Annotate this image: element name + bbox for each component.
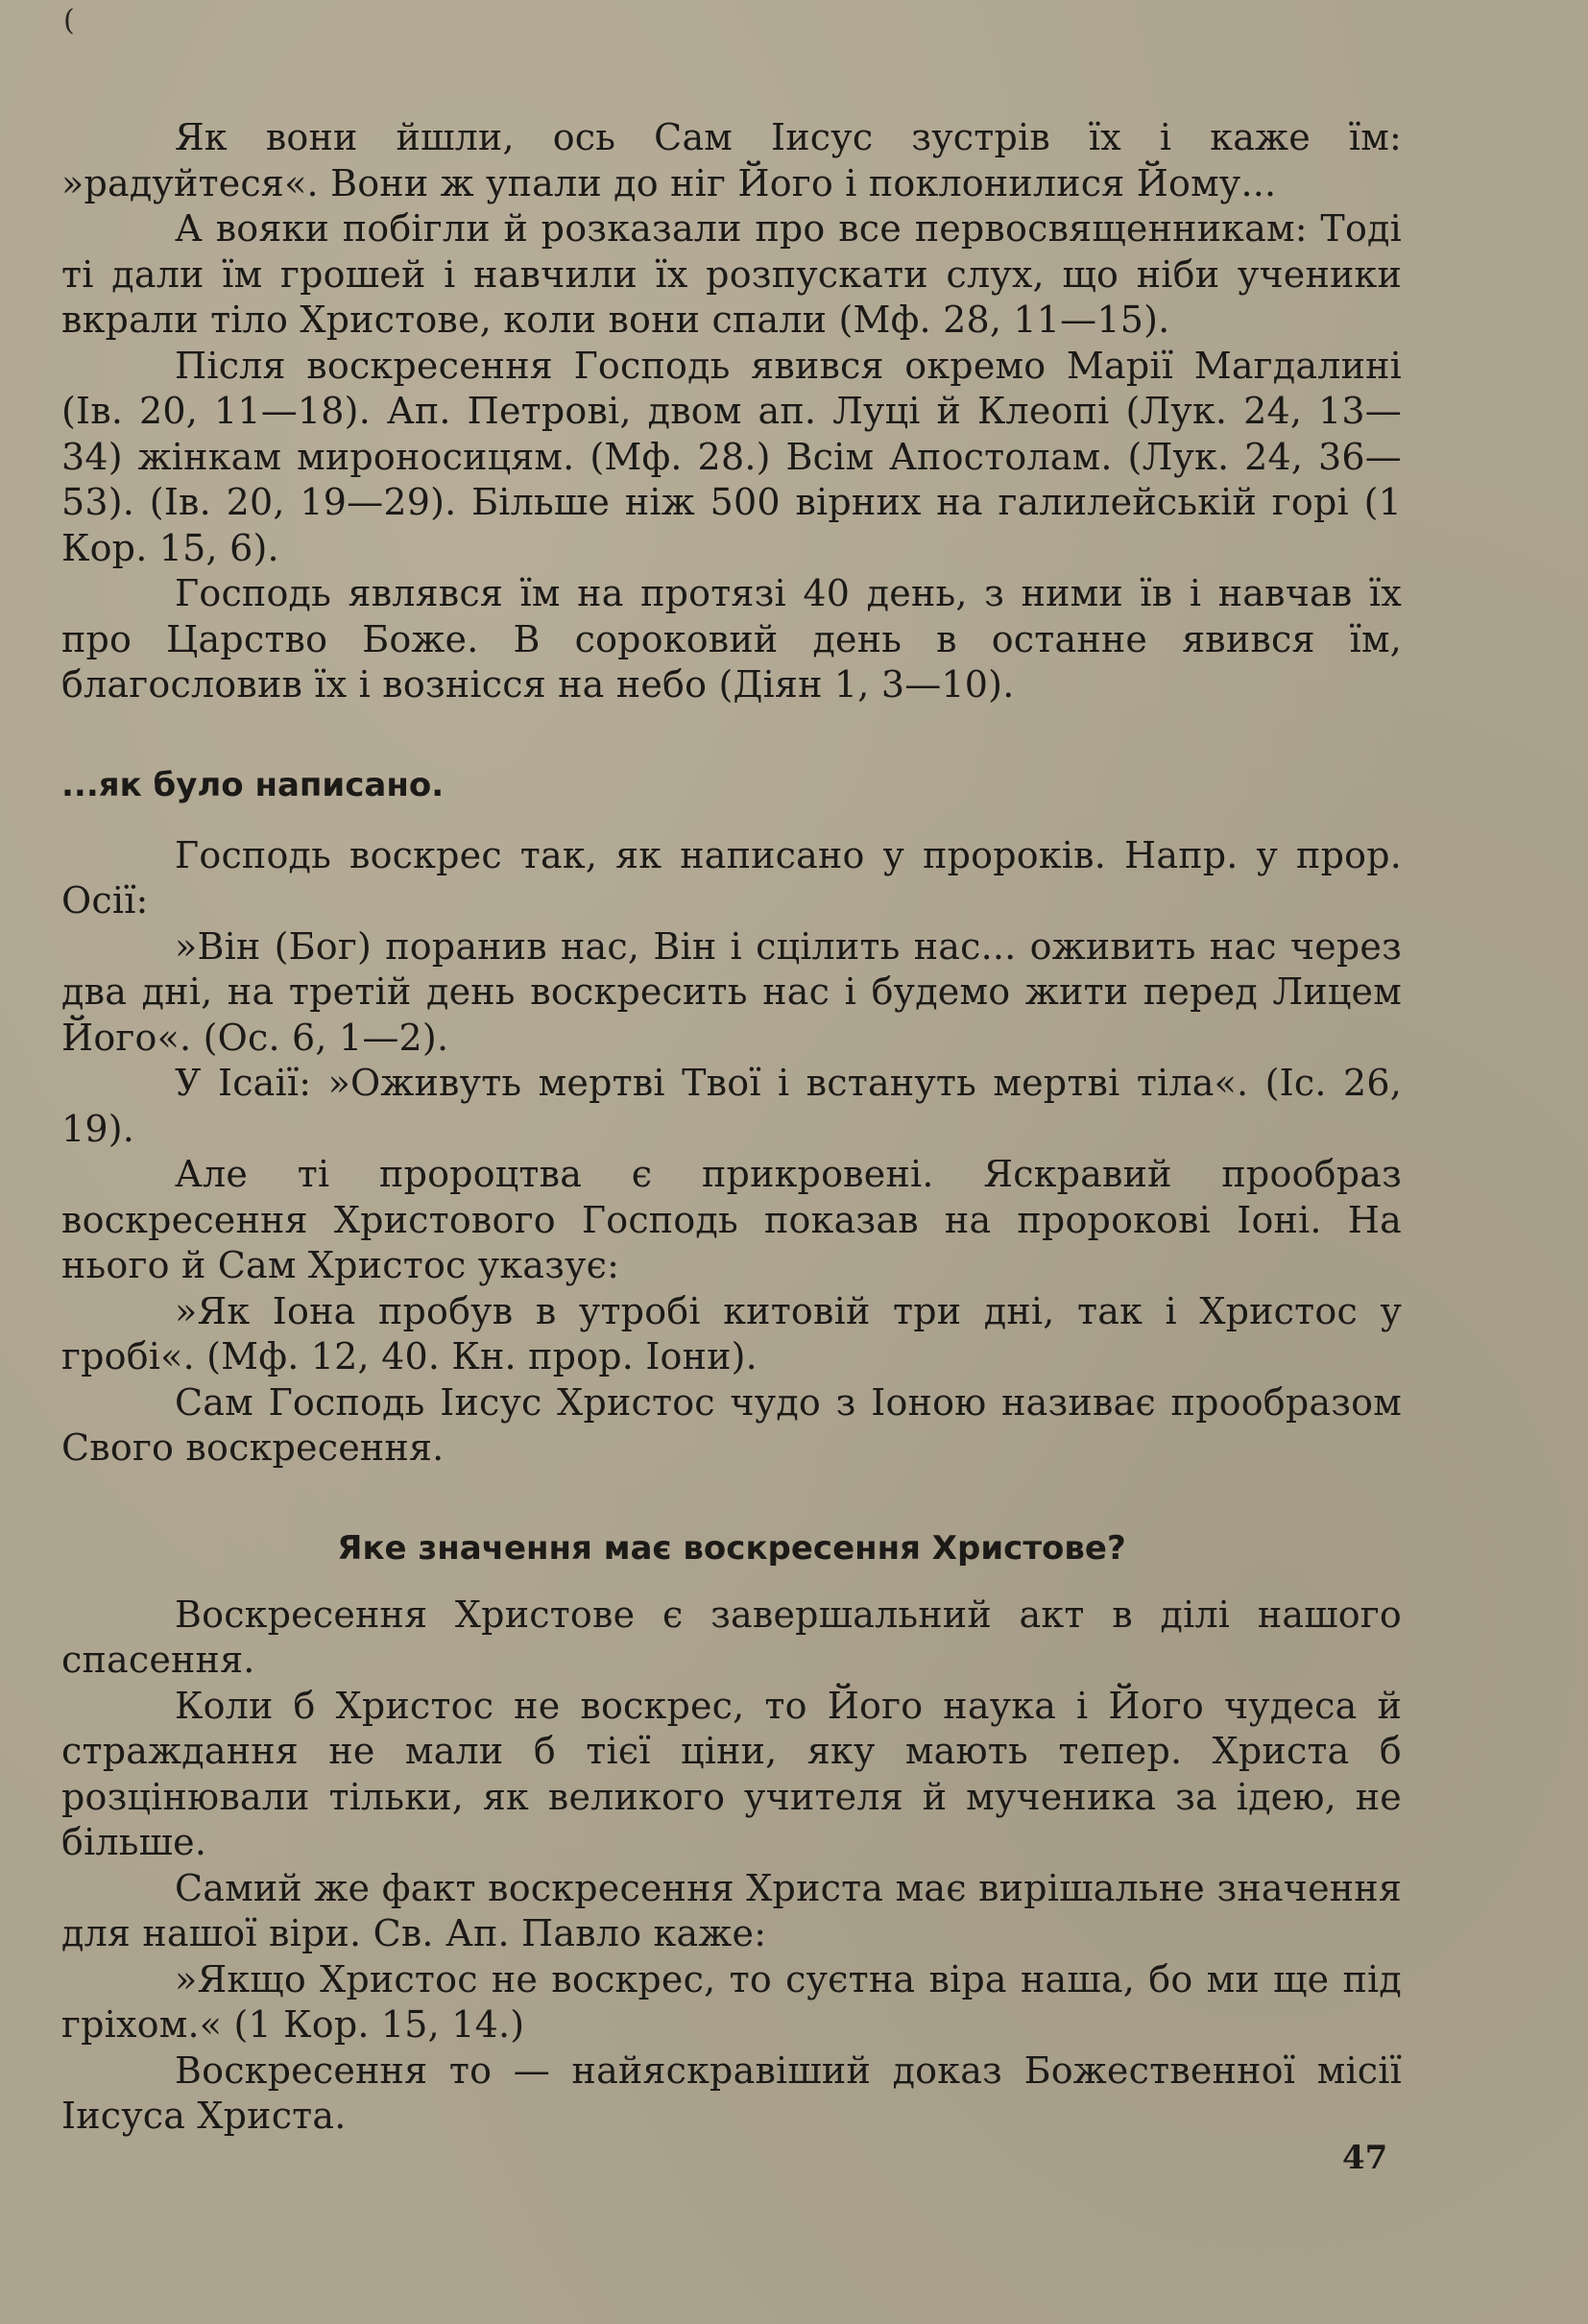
paragraph: Воскресення то — найяскравіший доказ Божественної місії Іисуса Христа. xyxy=(61,2048,1402,2137)
paragraph: Воскресення Христове є завершальний акт в ділі нашого спасення. xyxy=(61,1593,1402,1681)
page-text xyxy=(61,115,1402,2140)
paragraph: Самий же факт воскресення Христа має вирішальне значення для нашої віри. Св. Ап. Павло каже: xyxy=(61,1866,1402,1954)
paragraph: А вояки побігли й розказали про все первосвященникам: Тоді ті дали їм грошей і навчили їх розпускати слух, що ніби ученики вкрали тіло Христове, коли вони спали (Мф. 28, 11—15). xyxy=(61,207,1402,341)
paragraph: Як вони йшли, ось Сам Іисус зустрів їх і каже їм: »радуйтеся«. Вони ж упали до ніг Його і поклонилися Йому... xyxy=(61,116,1402,204)
quote-paragraph: »Він (Бог) поранив нас, Він і сцілить нас... оживить нас через два дні, на третій день воскресить нас і будемо жити перед Лицем Його«. (Ос. 6, 1—2). xyxy=(61,924,1402,1059)
paragraph: Господь воскрес так, як написано у пророків. Напр. у прор. Осії: xyxy=(61,833,1402,922)
paragraph: Після воскресення Господь явився окремо Марії Магдалині (Ів. 20, 11—18). Ап. Петрові, двом ап. Луці й Клеопі (Лук. 24, 13—34) жінкам мироносицям. (Мф. 28.) Всім Апостолам. (Лук. 24, 36—53). (Ів. 20, 19—29). Більше ніж 500 вірних на галилейській горі (1 Кор. 15, 6). xyxy=(61,344,1402,569)
paragraph: У Ісаії: »Оживуть мертві Твої і встануть мертві тіла«. (Іс. 26, 19). xyxy=(61,1062,1402,1150)
section-heading: Яке значення має воскресення Христове? xyxy=(337,1528,1126,1568)
paragraph: Господь являвся їм на протязі 40 день, з ними їв і навчав їх про Царство Боже. В сороковий день в останне явився їм, благословив їх і вознісся на небо (Діян 1, 3—10). xyxy=(61,572,1402,706)
section-heading: ...як було написано. xyxy=(61,765,445,804)
quote-paragraph: »Як Іона пробув в утробі китовій три дні, так і Христос у гробі«. (Мф. 12, 40. Кн. прор. Іони). xyxy=(61,1289,1402,1378)
paragraph: Коли б Христос не воскрес, то Його наука і Його чудеса й страждання не мали б тієї ціни, яку мають тепер. Христа б розцінювали тільки, як великого учителя й мученика за ідею, не більше. xyxy=(61,1684,1402,1863)
paragraph: Але ті пророцтва є прикровені. Яскравий прообраз воскресення Христового Господь показав на пророкові Іоні. На нього й Сам Христос указує: xyxy=(61,1153,1402,1286)
quote-paragraph: »Якщо Христос не воскрес, то суєтна віра наша, бо ми ще під гріхом.« (1 Кор. 15, 14.) xyxy=(61,1957,1402,2046)
page-number: 47 xyxy=(1342,2139,1388,2177)
paragraph: Сам Господь Іисус Христос чудо з Іоною називає прообразом Свого воскресення. xyxy=(61,1380,1402,1469)
corner-mark: ( xyxy=(63,4,75,37)
